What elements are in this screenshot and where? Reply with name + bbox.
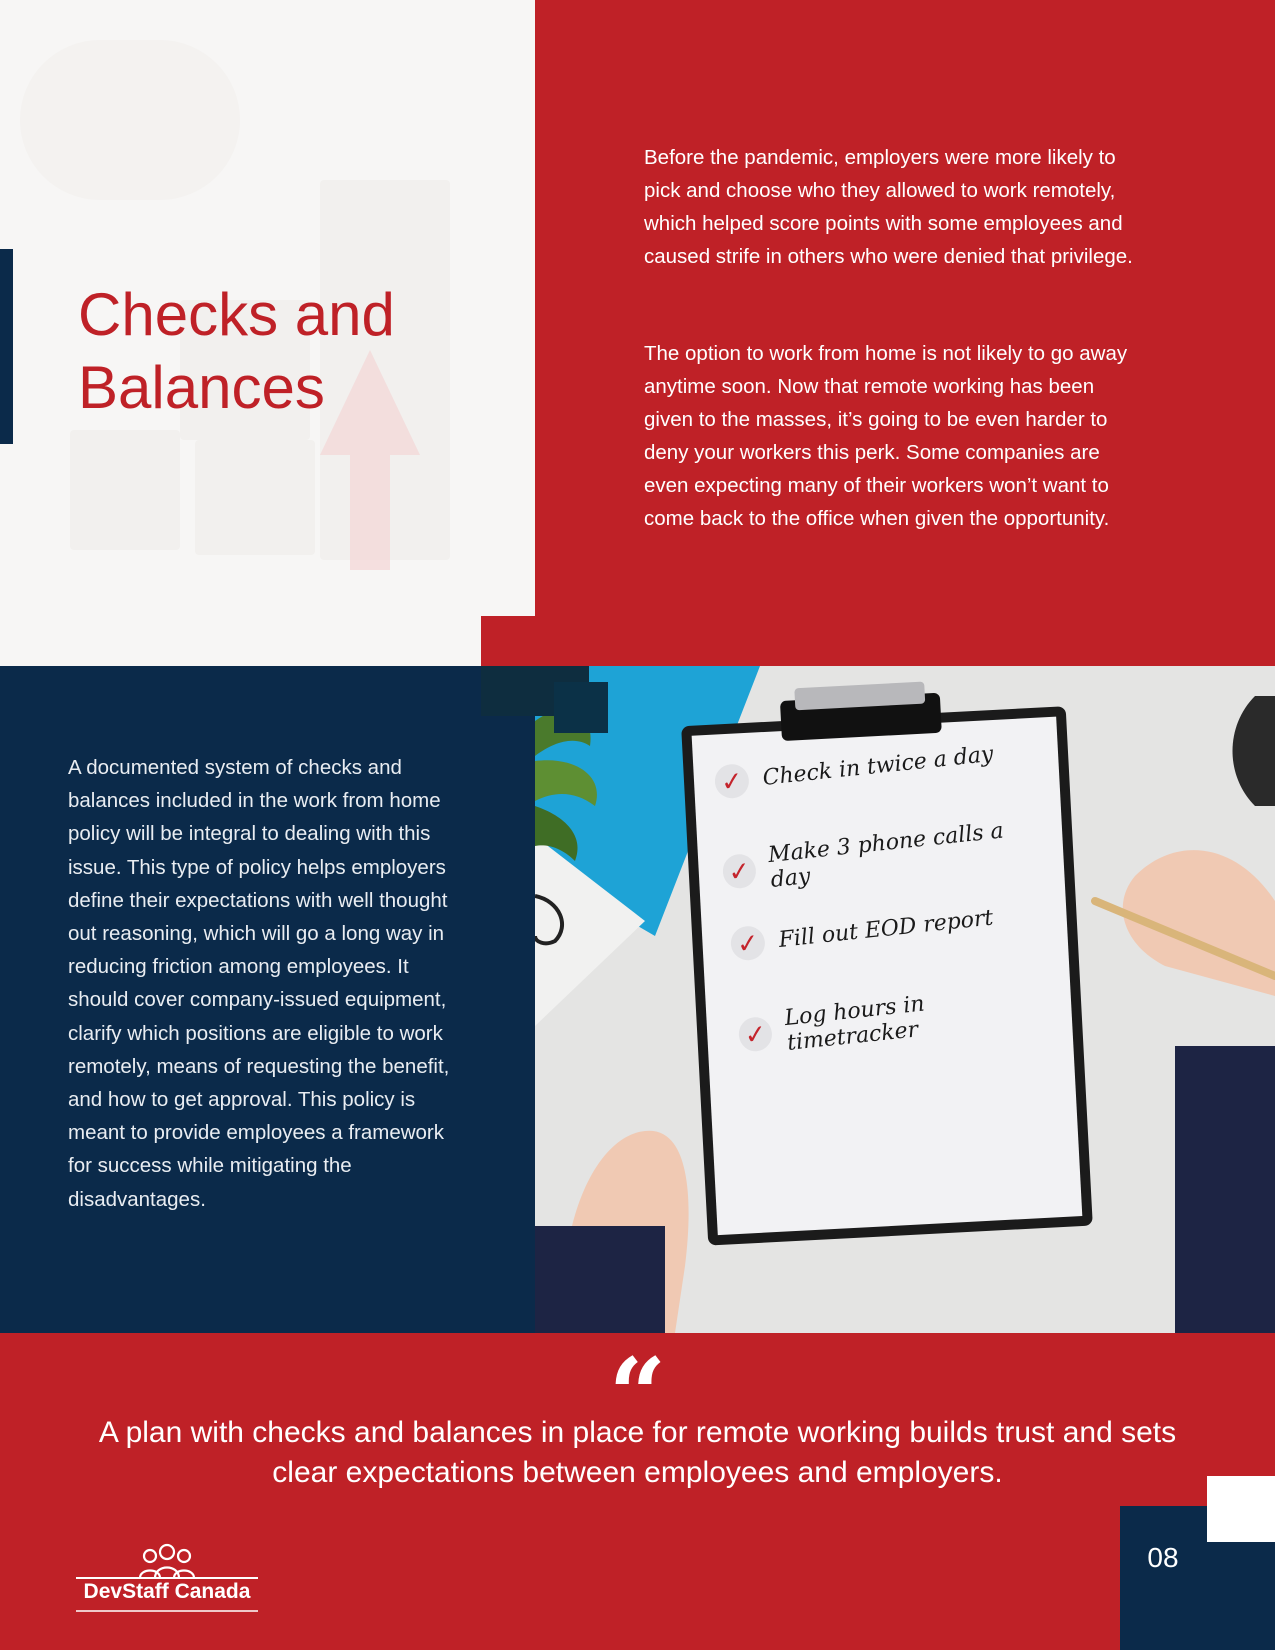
- page-title: [78, 278, 518, 424]
- decorative-square: [554, 682, 608, 733]
- red-panel-notch: [481, 616, 541, 668]
- accent-bar: [0, 249, 13, 444]
- decorative-white-square: [1207, 1476, 1275, 1542]
- title-line-2: Balances: [78, 354, 325, 421]
- check-icon: ✓: [729, 925, 766, 962]
- page-number: 08: [1147, 1542, 1179, 1573]
- red-panel-top: [535, 0, 1275, 666]
- intro-paragraph-2: The option to work from home is not likely to go away anytime soon. Now that remote working has been given to the masses, it’s going to be even harder to deny your workers this perk. Some companies are even expecting many of their workers won’t want to come back to the office when given the opportunity.: [644, 342, 1128, 530]
- intro-paragraph-1: Before the pandemic, employers were more likely to pick and choose who they allowed to work remotely, which helped score points with some employees and caused strife in others who were denied that privilege.: [644, 146, 1133, 268]
- body-paragraph: A documented system of checks and balances included in the work from home policy will be integral to dealing with this issue. This type of policy helps employers define their expectations with well thought out reasoning, which will go a long way in reducing friction among employees. It should cover company-issued equipment, clarify which positions are eligible to work remotely, means of requesting the benefit, and how to get approval. This policy is meant to provide employees a framework for success while mitigating the disadvantages.: [68, 756, 450, 1211]
- checklist-item: ✓ Check in twice a day: [713, 733, 1035, 800]
- mug-icon: [1233, 696, 1275, 806]
- clipboard-photo: [535, 666, 1275, 1333]
- logo-wordmark: DevStaff Canada: [83, 1580, 251, 1603]
- left-sleeve: [535, 1226, 665, 1333]
- quote-mark-icon: “: [608, 1336, 667, 1454]
- check-icon: ✓: [713, 763, 750, 800]
- title-line-1: Checks and: [78, 281, 395, 348]
- check-icon: ✓: [721, 853, 757, 890]
- checklist-item: ✓ Make 3 phone calls a day: [720, 815, 1043, 898]
- check-icon: ✓: [737, 1016, 774, 1053]
- pull-quote: A plan with checks and balances in place for remote working builds trust and sets clear expectations between employees and employers.: [98, 1416, 1177, 1489]
- checklist-item: ✓ Log hours in timetracker: [736, 978, 1059, 1061]
- checklist-item: ✓ Fill out EOD report: [729, 895, 1051, 962]
- right-sleeve: [1175, 1046, 1275, 1333]
